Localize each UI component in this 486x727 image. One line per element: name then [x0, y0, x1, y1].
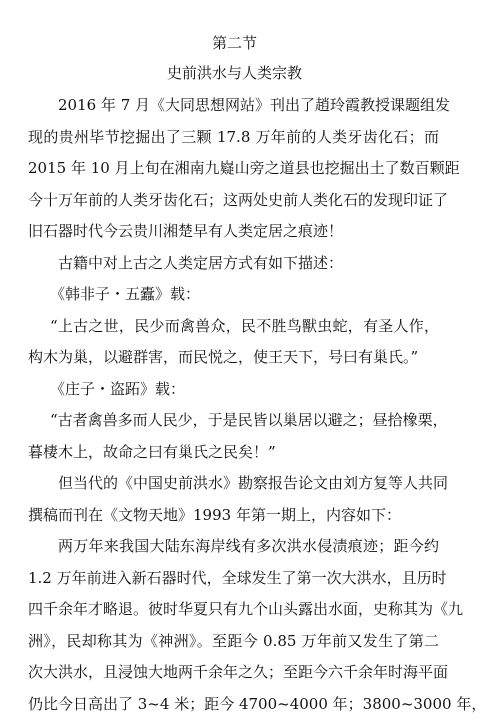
text-line: 现的贵州毕节挖掘出了三颗 17.8 万年前的人类牙齿化石；而 — [28, 128, 439, 146]
text-line: 但当代的《中国史前洪水》勘察报告论文由刘方复等人共同 — [58, 474, 449, 492]
text-line: 2016 年 7 月《大同思想网站》刊出了趙玲霞教授课题组发 — [58, 96, 451, 114]
text-line: 2015 年 10 月上旬在湘南九嶷山旁之道县也挖掘出土了数百颗距 — [28, 159, 460, 177]
text-line: 撰稿而刊在《文物天地》1993 年第一期上，内容如下： — [28, 506, 401, 524]
text-line: 洲》，民却称其为《神洲》。至距今 0.85 万年前又发生了第二 — [28, 632, 439, 650]
text-line: 《庄子・盗跖》载： — [50, 380, 186, 398]
quote-line: “古者禽兽多而人民少，于是民皆以巢居以避之；昼拾橡栗， — [50, 411, 448, 429]
text-line: 四千余年才略退。彼时华夏只有九个山头露出水面，史称其为《九 — [28, 600, 464, 618]
section-number: 第二节 — [211, 34, 257, 52]
text-line: 次大洪水，且浸蚀大地两千余年之久；至距今六千余年时海平面 — [28, 663, 449, 681]
text-line: 两万年来我国大陆东海岸线有多次洪水侵渍痕迹；距今约 — [58, 537, 439, 555]
text-line: 1.2 万年前进入新石器时代，全球发生了第一次大洪水，且历时 — [28, 569, 447, 587]
section-title: 史前洪水与人类宗教 — [166, 64, 302, 82]
text-line: 《韩非子・五蠹》载： — [50, 285, 201, 303]
quote-line: 暮棲木上，故命之曰有巢氏之民矣！” — [28, 443, 276, 461]
text-line: 今十万年前的人类牙齿化石；这两处史前人类化石的发现印证了 — [28, 191, 449, 209]
quote-line: 构木为巢，以避群害，而民悦之，使王天下，号曰有巢氏。” — [28, 348, 419, 366]
quote-line: “上古之世，民少而禽兽众，民不胜鸟獸虫蛇，有圣人作， — [50, 317, 439, 335]
text-line: 古籍中对上古之人类定居方式有如下描述： — [58, 254, 344, 272]
text-line: 旧石器时代今云贵川湘楚早有人类定居之痕迹！ — [28, 222, 344, 240]
text-line: 仍比今日高出了 3~4 米；距今 4700~4000 年；3800~3000 年， — [28, 695, 486, 713]
